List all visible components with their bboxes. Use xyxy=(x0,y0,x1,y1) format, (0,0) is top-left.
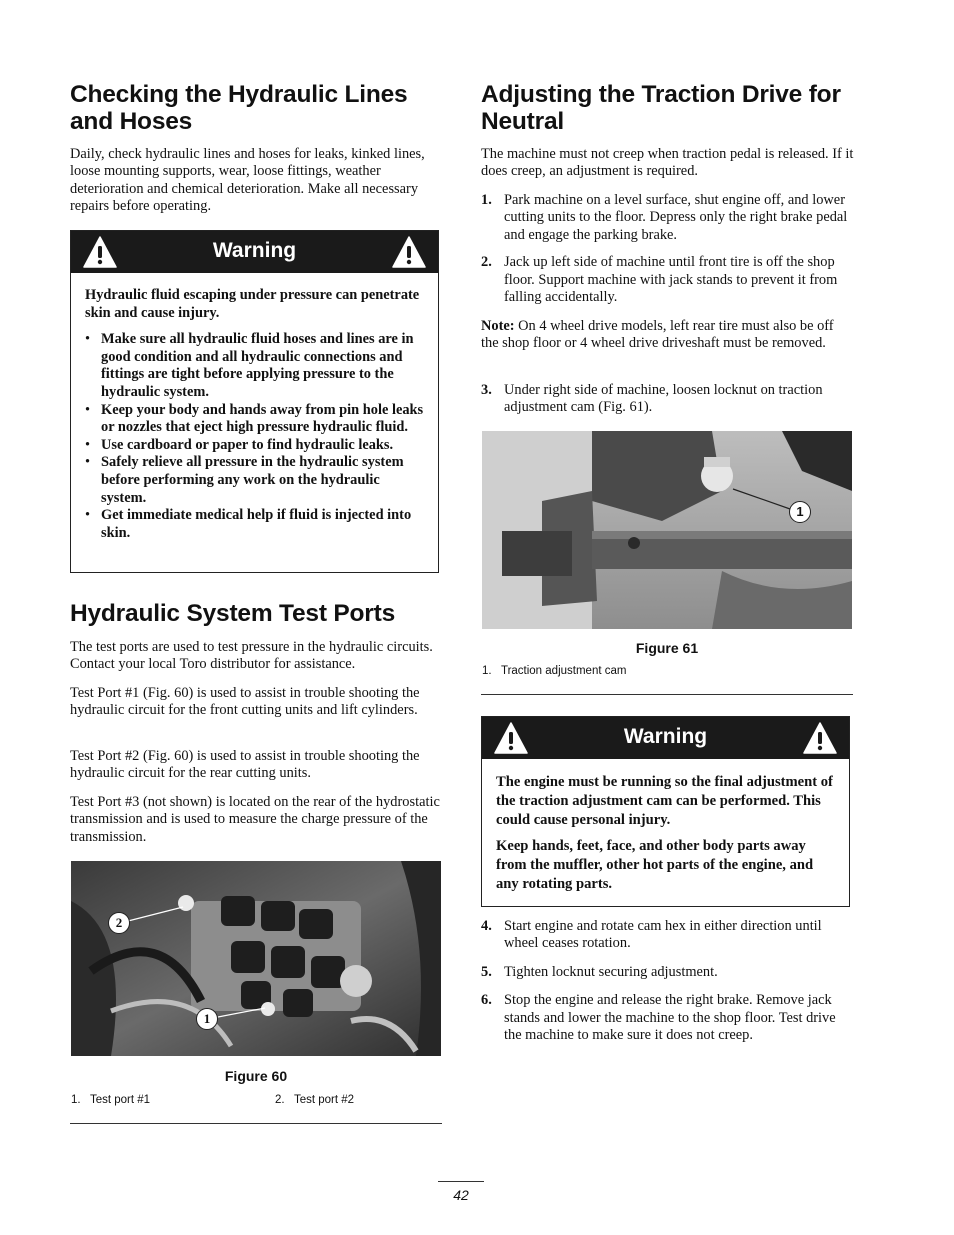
step-number: 5. xyxy=(481,963,492,980)
page-number: 42 xyxy=(453,1187,469,1203)
figure-61-rule xyxy=(481,694,853,695)
figure-61-photo xyxy=(482,431,852,629)
figure-60-rule xyxy=(70,1123,442,1124)
steps-list-a xyxy=(481,192,854,306)
section-title-test-ports: Hydraulic System Test Ports xyxy=(70,600,396,627)
warning-header xyxy=(71,231,438,273)
warning-title: Warning xyxy=(623,725,708,748)
warning-lead: Hydraulic fluid escaping under pressure can penetrate skin and cause injury. xyxy=(85,287,420,321)
warning-paragraph: Keep hands, feet, face, and other body parts away from the muffler, other hot parts of the engine, and any rotating parts. xyxy=(496,838,814,892)
step-text: Under right side of machine, loosen locknut on traction adjustment cam (Fig. 61). xyxy=(504,382,823,416)
footer-rule xyxy=(438,1181,484,1182)
step-number: 6. xyxy=(481,992,492,1009)
warning-body xyxy=(71,273,438,554)
figure-60-legend-2: 2. Test port #2 xyxy=(275,1094,355,1106)
step-item xyxy=(481,382,854,417)
figure-61-caption: Figure 61 xyxy=(635,640,699,656)
warning-box-hydraulic xyxy=(70,230,439,573)
test-ports-para: Test Port #3 (not shown) is located on the rear of the hydrostatic transmission and is used to measure the charge pressure of the transmission. xyxy=(70,794,440,845)
warning-list xyxy=(85,331,424,542)
figure-60-caption: Figure 60 xyxy=(224,1068,288,1084)
step-text: Start engine and rotate cam hex in either direction until wheel ceases rotation. xyxy=(504,918,822,952)
note-paragraph xyxy=(481,318,854,353)
figure-61-callout-1: 1 xyxy=(789,501,811,523)
warning-item: • Make sure all hydraulic fluid hoses and lines are in good condition and all hydraulic connections and fittings are tight before applying pressure to the hydraulic system. xyxy=(101,331,424,401)
step-item xyxy=(481,992,854,1044)
test-ports-para: Test Port #1 (Fig. 60) is used to assist in trouble shooting the hydraulic circuit for the front cutting units and lift cylinders. xyxy=(70,685,420,719)
warning-box-engine xyxy=(481,716,850,907)
step-number: 3. xyxy=(481,382,492,398)
traction-cam-illustration xyxy=(482,431,852,629)
test-ports-para: The test ports are used to test pressure in the hydraulic circuits. Contact your local Toro distributor for assistance. xyxy=(70,639,433,673)
section-title-traction-drive: Adjusting the Traction Drive for Neutral xyxy=(481,81,841,135)
figure-60-legend-1: 1. Test port #1 xyxy=(71,1094,151,1106)
step-number: 2. xyxy=(481,254,492,271)
note-label: Note: xyxy=(481,318,515,334)
step-text: Jack up left side of machine until front tire is off the shop floor. Support machine with jack stands to prevent it from falling accidentally. xyxy=(504,254,838,306)
warning-triangle-icon xyxy=(803,722,837,754)
hydraulic-lines-body: Daily, check hydraulic lines and hoses for leaks, kinked lines, loose mounting supports, wear, loose fittings, weather deterioration and chemical deterioration. Make all necessary repairs before operating. xyxy=(70,146,425,215)
warning-item: • Keep your body and hands away from pin hole leaks or nozzles that eject high pressure hydraulic fluid. xyxy=(101,402,424,437)
test-ports-para: Test Port #2 (Fig. 60) is used to assist in trouble shooting the hydraulic circuit for the rear cutting units. xyxy=(70,748,420,782)
steps-list-c xyxy=(481,918,854,1044)
traction-intro: The machine must not creep when traction pedal is released. If it does creep, an adjustment is required. xyxy=(481,146,854,180)
figure-61-legend-1: 1. Traction adjustment cam xyxy=(482,665,627,677)
warning-paragraph: The engine must be running so the final adjustment of the traction adjustment cam can be performed. This could cause personal injury. xyxy=(496,774,833,828)
step-text: Tighten locknut securing adjustment. xyxy=(504,963,718,980)
figure-60-callout-2: 2 xyxy=(108,912,130,934)
warning-triangle-icon xyxy=(392,236,426,268)
warning-header xyxy=(482,717,849,759)
step-item xyxy=(481,254,854,306)
step-item xyxy=(481,918,854,953)
step-number: 1. xyxy=(481,192,492,208)
step-text: Park machine on a level surface, shut engine off, and lower cutting units to the floor. Depress only the right brake pedal and engage the parking brake. xyxy=(504,192,848,243)
step-number: 4. xyxy=(481,918,492,934)
section-title-hydraulic-lines: Checking the Hydraulic Lines and Hoses xyxy=(70,81,408,135)
figure-60-photo xyxy=(71,861,441,1056)
note-text: On 4 wheel drive models, left rear tire must also be off the shop floor or 4 wheel drive driveshaft must be removed. xyxy=(481,318,834,352)
warning-item: • Use cardboard or paper to find hydraulic leaks. xyxy=(101,437,424,455)
step-item xyxy=(481,192,854,244)
figure-60-callout-1: 1 xyxy=(196,1008,218,1030)
step-item xyxy=(481,964,854,981)
steps-list-b xyxy=(481,382,854,417)
warning-body xyxy=(482,759,849,906)
warning-title: Warning xyxy=(212,239,297,262)
step-text: Stop the engine and release the right brake. Remove jack stands and lower the machine to the shop floor. Test drive the machine to make sure it does not creep. xyxy=(504,992,836,1044)
warning-item: • Safely relieve all pressure in the hydraulic system before performing any work on the hydraulic system. xyxy=(101,454,424,507)
hydraulic-manifold-illustration xyxy=(71,861,441,1056)
warning-item: • Get immediate medical help if fluid is injected into skin. xyxy=(101,507,424,542)
